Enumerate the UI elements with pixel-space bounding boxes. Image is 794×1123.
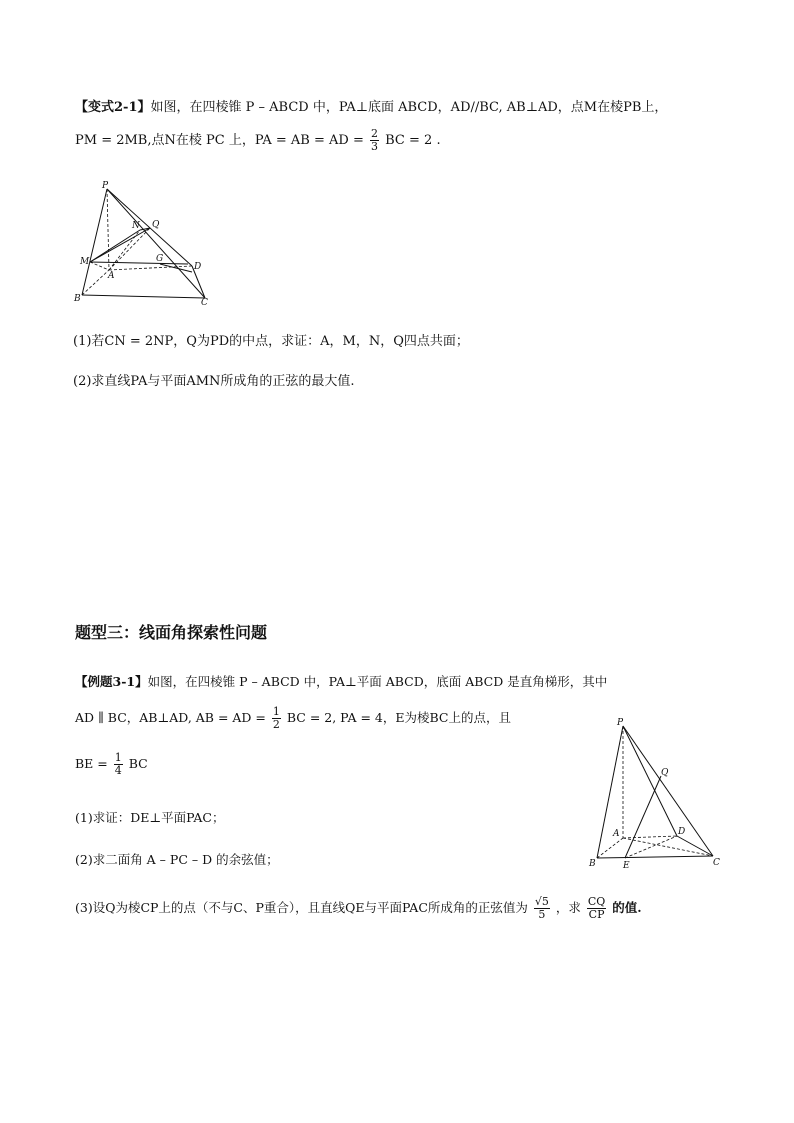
fraction-denominator: 5 [538,908,546,921]
problem1-line2-pre: PM = 2MB,点N在棱 PC 上，PA = AB = AD = [75,133,364,148]
label-G: G [156,254,164,264]
problem1-line2-post: BC = 2 . [385,133,441,148]
fraction-numerator: 2 [371,127,378,140]
fraction-numerator: CQ [587,895,606,908]
problem2-line2 [75,706,511,731]
problem2-line1 [75,672,607,690]
label-M: M [80,257,90,267]
problem1-line1-text: 如图，在四棱锥 P – ABCD 中，PA⊥底面 ABCD，AD//BC, AB⊥AD，点M在棱PB上， [150,100,668,115]
segment-AQ [109,228,150,270]
problem2-fraction-2 [114,752,123,777]
segment-MN [90,230,140,262]
problem1-part1: (1)若CN = 2NP，Q为PD的中点，求证：A，M，N，Q四点共面； [73,334,469,349]
fraction-denominator: 4 [114,764,122,777]
pyramid-figure-2 [585,712,730,872]
problem2-line2-pre: AD ∥ BC，AB⊥AD, AB = AD = [75,710,266,725]
edge-PB [82,189,107,295]
problem2-fraction-sqrt5 [534,896,550,921]
segment-EQ [625,776,661,858]
edge-BC [597,856,713,858]
segment-MA [90,262,109,270]
problem1-fraction [370,128,379,153]
fraction-numerator: 1 [272,705,280,718]
edge-PD [107,189,192,266]
problem2-line3-post: BC [128,756,148,771]
problem2-part3-post: 的值. [612,900,642,915]
label-P: P [617,718,624,728]
problem1-line2 [75,128,441,153]
label-D: D [678,827,686,837]
fraction-numerator: 1 [114,751,122,764]
label-N: N [132,221,140,231]
problem2-line2-post: BC = 2, PA = 4，E为棱BC上的点，且 [286,710,511,725]
label-D: D [194,262,202,272]
problem2-fraction-1 [272,706,281,731]
problem2-line1-text: 如图，在四棱锥 P – ABCD 中，PA⊥平面 ABCD，底面 ABCD 是直角梯形，其中 [147,674,608,689]
segment-MQ [90,228,150,262]
edge-BC [82,295,205,298]
problem2-fraction-cq-cp [587,896,606,921]
problem1-tag: 【变式2-1】 [75,100,151,115]
problem2-part3-mid: ，求 [555,900,581,915]
label-B: B [74,294,81,304]
problem2-part2: (2)求二面角 A – PC – D 的余弦值； [75,852,279,867]
problem1-part2: (2)求直线PA与平面AMN所成角的正弦的最大值. [73,374,355,389]
label-P: P [102,181,109,191]
edge-AD [623,836,677,838]
fraction-denominator: 3 [371,140,378,153]
label-E: E [623,861,630,871]
edge-PD [623,726,677,836]
edge-PA [107,189,109,270]
edge-BA [82,270,109,295]
problem1-line1 [75,96,667,115]
label-Q: Q [152,220,160,230]
fraction-denominator: CP [588,908,605,921]
problem2-part3-pre: (3)设Q为棱CP上的点（不与C、P重合），且直线QE与平面PAC所成角的正弦值为 [75,900,528,915]
fraction-numerator: √5 [534,895,549,908]
problem2-part1: (1)求证：DE⊥平面PAC； [75,810,225,825]
problem2-line3-pre: BE = [75,756,108,771]
fraction-denominator: 2 [272,718,280,731]
pyramid-figure-1 [70,180,220,305]
edge-DC [677,836,713,856]
label-A: A [108,271,115,281]
problem2-tag: 【例题3-1】 [75,674,148,689]
section-title: 题型三：线面角探索性问题 [75,623,268,642]
problem2-line3 [75,752,148,777]
label-A: A [613,829,620,839]
label-C: C [201,298,208,305]
label-B: B [589,859,596,869]
problem2-part3 [75,896,642,921]
label-C: C [713,858,720,868]
edge-BA [597,838,623,858]
label-Q: Q [661,768,669,778]
